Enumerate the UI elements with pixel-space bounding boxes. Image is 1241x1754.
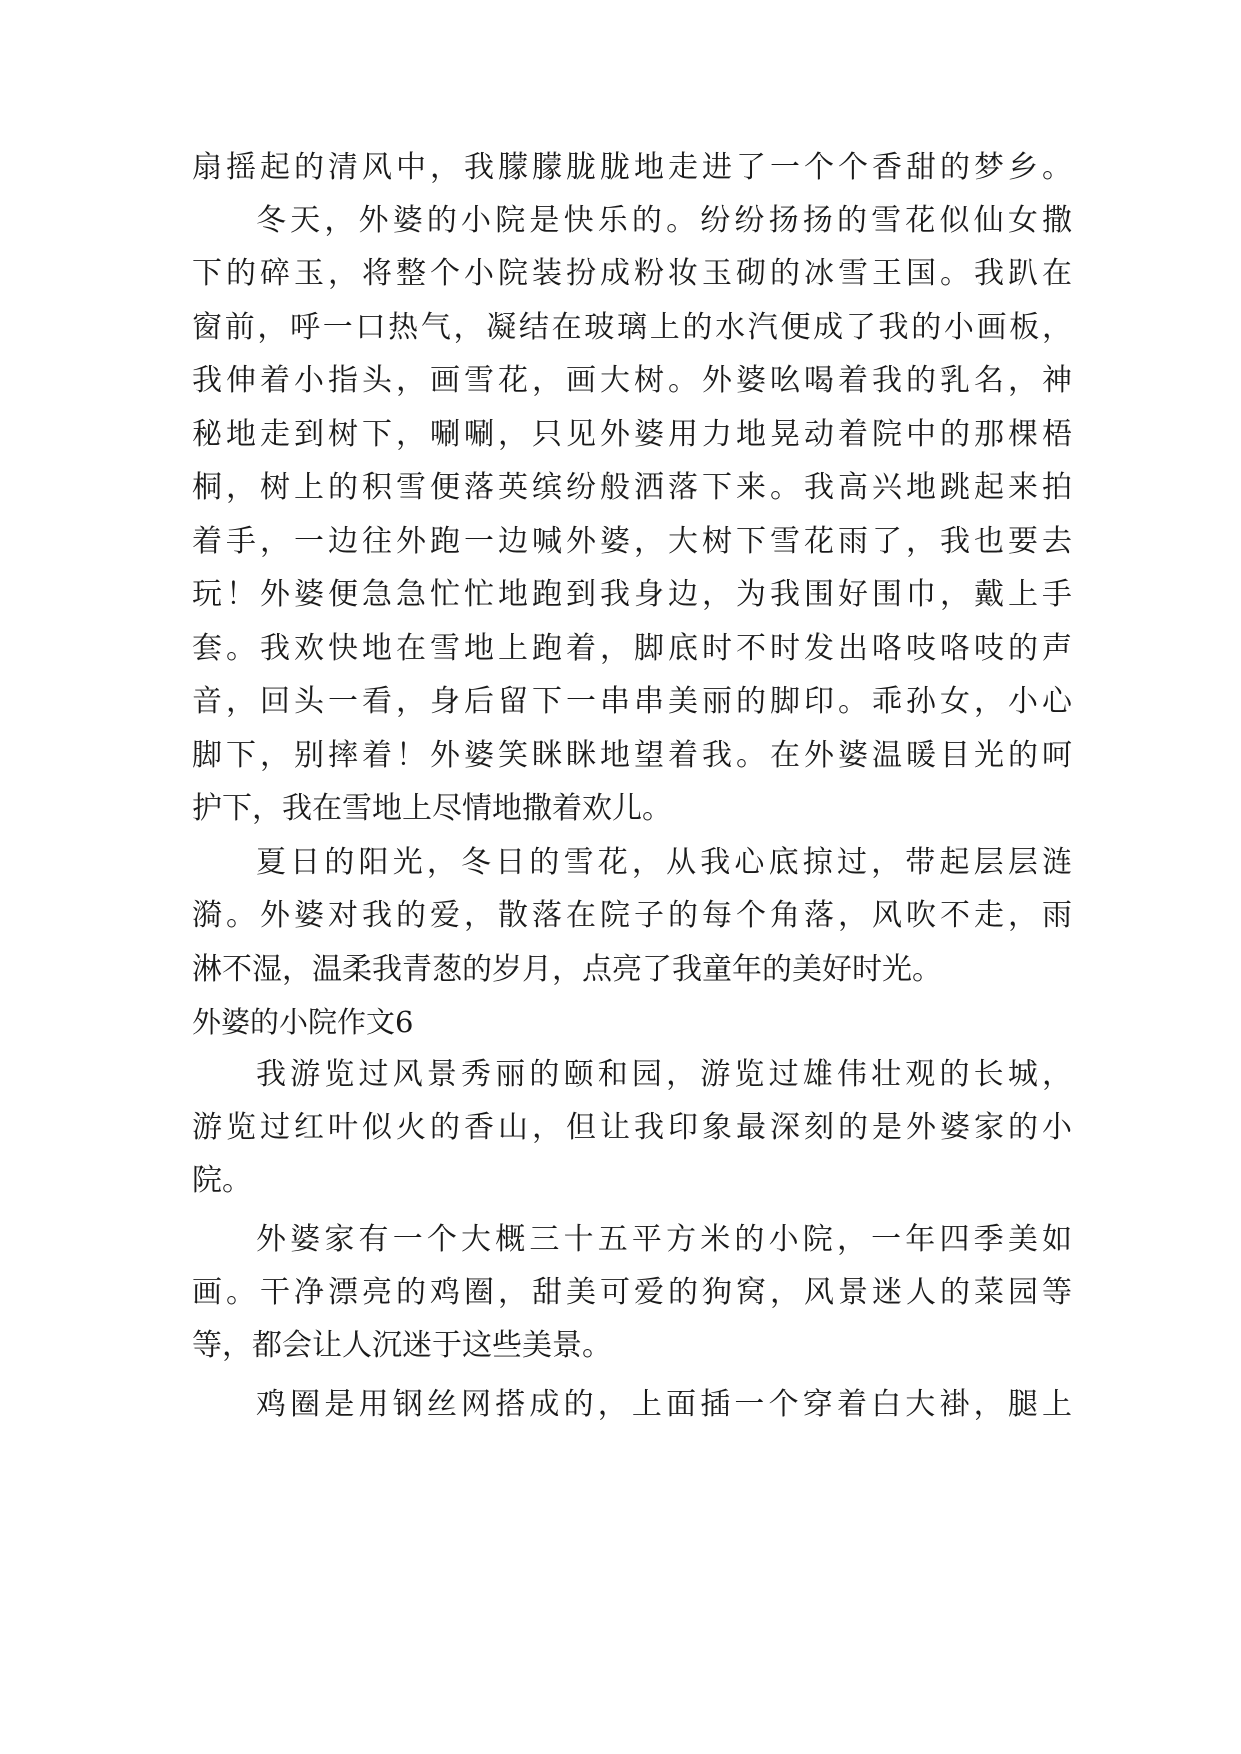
text-line: 脚下，别摔着！外婆笑眯眯地望着我。在外婆温暖目光的呵 (192, 738, 1072, 773)
paragraph-first-line: 冬天，外婆的小院是快乐的。纷纷扬扬的雪花似仙女撒 (256, 203, 1072, 238)
text-line: 院。 (192, 1163, 252, 1198)
text-line: 桐，树上的积雪便落英缤纷般洒落下来。我高兴地跳起来拍 (192, 470, 1072, 505)
text-line: 我伸着小指头，画雪花，画大树。外婆吆喝着我的乳名，神 (192, 363, 1072, 398)
text-line: 游览过红叶似火的香山，但让我印象最深刻的是外婆家的小 (192, 1110, 1072, 1145)
text-line: 玩！外婆便急急忙忙地跑到我身边，为我围好围巾，戴上手 (192, 577, 1072, 612)
text-line: 等，都会让人沉迷于这些美景。 (192, 1328, 612, 1363)
paragraph-first-line: 鸡圈是用钢丝网搭成的，上面插一个穿着白大褂，腿上 (256, 1387, 1072, 1422)
text-line: 护下，我在雪地上尽情地撒着欢儿。 (192, 791, 672, 826)
paragraph-first-line: 夏日的阳光，冬日的雪花，从我心底掠过，带起层层涟 (256, 845, 1072, 880)
text-line: 漪。外婆对我的爱，散落在院子的每个角落，风吹不走，雨 (192, 898, 1072, 933)
section-heading: 外婆的小院作文6 (192, 1005, 414, 1039)
text-line: 扇摇起的清风中，我朦朦胧胧地走进了一个个香甜的梦乡。 (192, 150, 1072, 185)
text-line: 下的碎玉，将整个小院装扮成粉妆玉砌的冰雪王国。我趴在 (192, 256, 1072, 291)
text-line: 套。我欢快地在雪地上跑着，脚底时不时发出咯吱咯吱的声 (192, 631, 1072, 666)
text-line: 画。干净漂亮的鸡圈，甜美可爱的狗窝，风景迷人的菜园等 (192, 1275, 1072, 1310)
text-line: 秘地走到树下，唰唰，只见外婆用力地晃动着院中的那棵梧 (192, 417, 1072, 452)
paragraph-first-line: 外婆家有一个大概三十五平方米的小院，一年四季美如 (256, 1222, 1072, 1257)
text-line: 窗前，呼一口热气，凝结在玻璃上的水汽便成了我的小画板， (192, 310, 1072, 345)
paragraph-first-line: 我游览过风景秀丽的颐和园，游览过雄伟壮观的长城， (256, 1057, 1072, 1092)
text-line: 音，回头一看，身后留下一串串美丽的脚印。乖孙女，小心 (192, 684, 1072, 719)
text-line: 淋不湿，温柔我青葱的岁月，点亮了我童年的美好时光。 (192, 952, 942, 987)
text-line: 着手，一边往外跑一边喊外婆，大树下雪花雨了，我也要去 (192, 524, 1072, 559)
